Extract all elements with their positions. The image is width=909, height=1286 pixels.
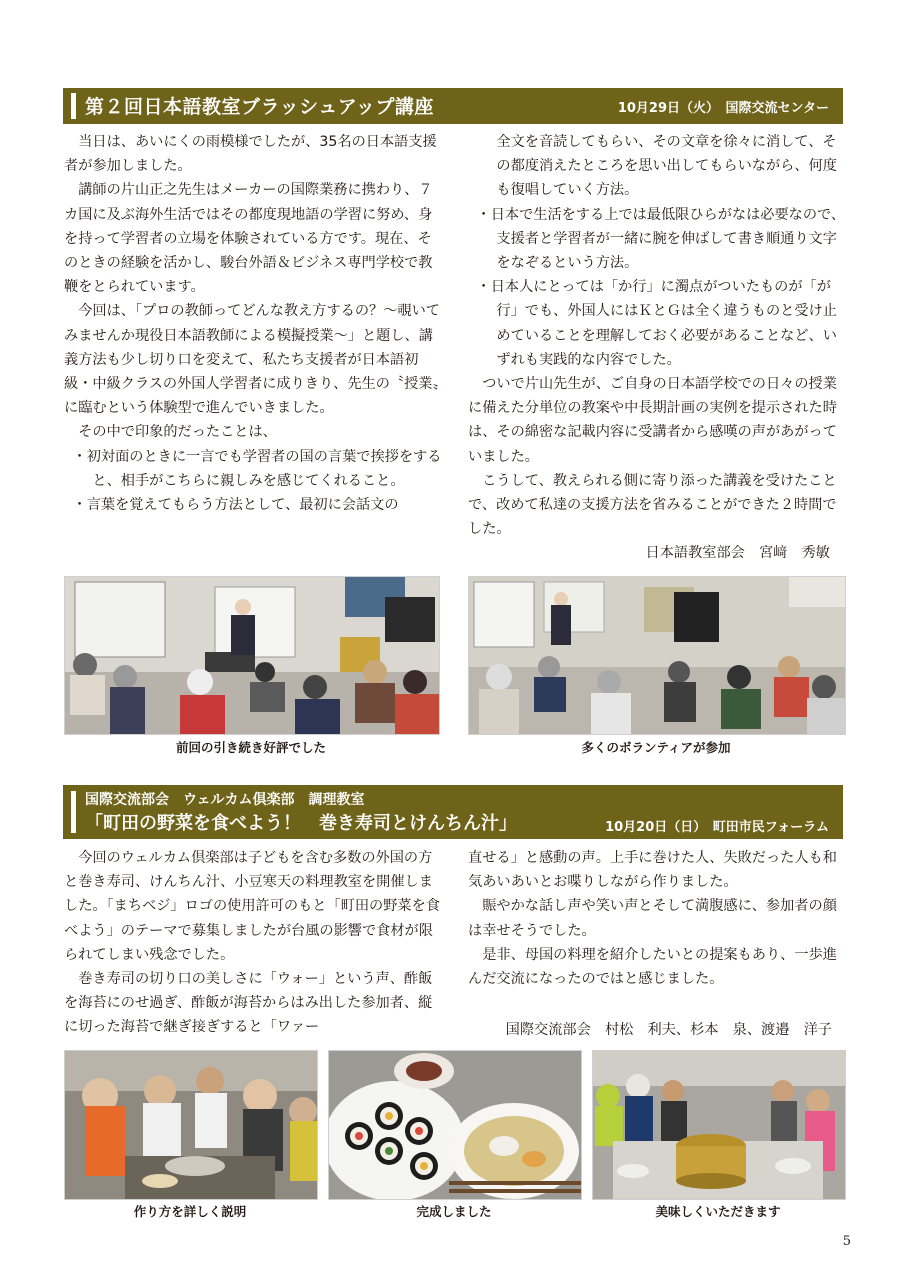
paragraph: 講師の片山正之先生はメーカーの国際業務に携わり、７カ国に及ぶ海外生活ではその都度現地語の学習に努め、身を持って学習者の立場を体験されている方です。現在、そのときの経験を活かし、駿台外語＆ビジネス専門学校で教鞭をとられています。: [64, 182, 433, 296]
photo-caption: 美味しくいただきます: [655, 1204, 781, 1219]
paragraph: 賑やかな話し声や笑い声とそして満腹感に、参加者の顔は幸せそうでした。: [468, 898, 837, 939]
bullet-item: ・初対面のときに一言でも学習者の国の言葉で挨拶をすると、相手がこちらに親しみを感じてくれること。: [72, 448, 442, 489]
paragraph: 今回は、「プロの教師ってどんな教え方するの？〜覗いてみませんか現役日本語教師による模擬授業〜」と題し、講義方法も少し切り口を変えて、私たち支援者が日本語初級・中級クラスの外国人学習者に成りきり、先生の〝授業〟に臨むという体験型で進んでいきました。: [64, 303, 440, 417]
header-accent-bar: [71, 93, 76, 119]
finished-dishes-photo: [328, 1050, 582, 1200]
author-signature: 国際交流部会 村松 利夫、杉本 泉、渡邉 洋子: [505, 1022, 832, 1038]
paragraph: 巻き寿司の切り口の美しさに「ウォー」という声、酢飯を海苔にのせ過ぎ、酢飯が海苔からはみ出した参加者、縦に切った海苔で継ぎ接ぎすると「ワァー: [64, 971, 433, 1036]
header-accent-bar: [71, 791, 76, 833]
paragraph: 直せる」と感動の声。上手に巻けた人、失敗だった人も和気あいあいとお喋りしながら作りました。: [468, 850, 837, 891]
section1-header: [63, 88, 843, 124]
page-number: 5: [842, 1234, 851, 1249]
volunteers-classroom-photo: [468, 576, 846, 735]
author-signature: 日本語教室部会 宮﨑 秀敏: [645, 545, 830, 562]
paragraph: ついで片山先生が、ご自身の日本語学校での日々の授業に備えた分単位の教案や中長期計画の実例を提示された時は、その綿密な記載内容に受講者から感嘆の声があがっていました。: [468, 376, 837, 465]
photo-caption: 前回の引き続き好評でした: [175, 740, 326, 755]
section1-right-column: [468, 130, 846, 566]
section1-left-column: [64, 130, 442, 517]
section2-title: 「町田の野菜を食べよう！ 巻き寿司とけんちん汁」: [85, 813, 517, 834]
bullet-item: ・日本人にとっては「か行」に濁点がついたものが「が行」でも、外国人にはＫとＧは全く違うものと受け止めていることを理解しておく必要があることなど、いずれも実践的な内容でした。: [476, 279, 837, 368]
bullet-item: ・言葉を覚えてもらう方法として、最初に会話文の: [72, 497, 399, 514]
photo-caption: 多くのボランティアが参加: [581, 740, 731, 755]
section2-left-column: [64, 846, 442, 1040]
classroom-lecture-photo: [64, 576, 440, 735]
eating-together-photo: [592, 1050, 846, 1200]
paragraph: こうして、教えられる側に寄り添った講義を受けたことで、改めて私達の支援方法を省みることができた２時間でした。: [468, 472, 837, 538]
bullet-item: ・日本で生活をする上では最低限ひらがなは必要なので、支援者と学習者が一緒に腕を伸ばして書き順通り文字をなぞるという方法。: [476, 206, 846, 272]
section1-date-venue: 10月29日（火） 国際交流センター: [617, 101, 829, 116]
cooking-explanation-photo: [64, 1050, 318, 1200]
section1-title: 第２回日本語教室ブラッシュアップ講座: [85, 96, 434, 118]
paragraph: その中で印象的だったことは、: [78, 424, 277, 441]
section2-right-column: [468, 846, 846, 991]
photo-caption: 完成しました: [416, 1204, 492, 1219]
paragraph: 今回のウェルカム倶楽部は子どもを含む多数の外国の方と巻き寿司、けんちん汁、小豆寒天の料理教室を開催しました。「まちベジ」ロゴの使用許可のもと「町田の野菜を食べよう」のテーマで募集しましたが台風の影響で食材が限られてしまい残念でした。: [64, 850, 440, 963]
section2-date-venue: 10月20日（日） 町田市民フォーラム: [605, 820, 829, 835]
paragraph: 是非、母国の料理を紹介したいとの提案もあり、一歩進んだ交流になったのではと感じました。: [468, 946, 837, 988]
section2-header: [63, 785, 843, 839]
photo-caption: 作り方を詳しく説明: [133, 1204, 247, 1219]
section2-subtitle: 国際交流部会 ウェルカム倶楽部 調理教室: [85, 792, 365, 808]
bullet-continuation: 全文を音読してもらい、その文章を徐々に消して、その都度消えたところを思い出してもらいながら、何度も復唱していく方法。: [496, 134, 837, 199]
paragraph: 当日は、あいにくの雨模様でしたが、35名の日本語支援者が参加しました。: [64, 134, 437, 175]
